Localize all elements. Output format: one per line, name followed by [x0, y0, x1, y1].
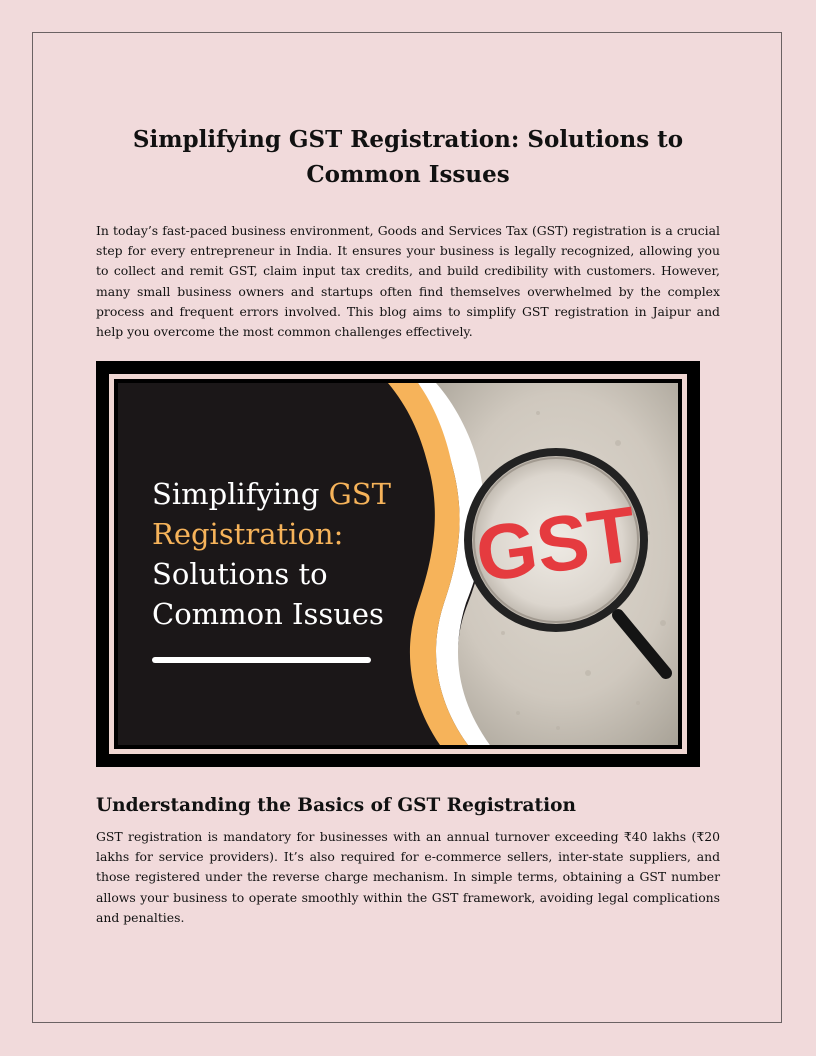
document-title: Simplifying GST Registration: Solutions to Common Issues — [132, 126, 684, 188]
banner-underline — [152, 657, 371, 663]
section-paragraph: GST registration is mandatory for businesses with an annual turnover exceeding ₹40 lakhs (₹20 lakhs for service providers). It’s also required for e-commerce sellers, inter-state suppliers, and those registered under the reverse charge mechanism. In simple terms, obtaining a GST number allows your business to operate smoothly within the GST framework, avoiding legal complications and penalties. — [96, 829, 720, 925]
gst-image-text: GST — [470, 489, 642, 599]
banner-line1-white: Simplifying — [152, 477, 329, 511]
intro-paragraph: In today’s fast-paced business environment, Goods and Services Tax (GST) registration is a crucial step for every entrepreneur in India. It ensures your business is legally recognized, allowing you to collect and remit GST, claim input tax credits, and build credibility with customers. However, many small business owners and startups often find themselves overwhelmed by the complex process and frequent errors involved. This blog aims to simplify GST registration in Jaipur and help you overcome the most common challenges effectively. — [96, 223, 720, 340]
banner-line3: Solutions to — [152, 557, 328, 591]
banner-heading — [152, 474, 442, 634]
banner-line1-accent: GST — [328, 477, 391, 511]
banner-canvas — [118, 383, 678, 745]
banner-line2: Registration: — [152, 517, 344, 551]
banner-line4: Common Issues — [152, 597, 384, 631]
section-heading: Understanding the Basics of GST Registration — [96, 795, 576, 816]
banner-image — [96, 361, 700, 767]
